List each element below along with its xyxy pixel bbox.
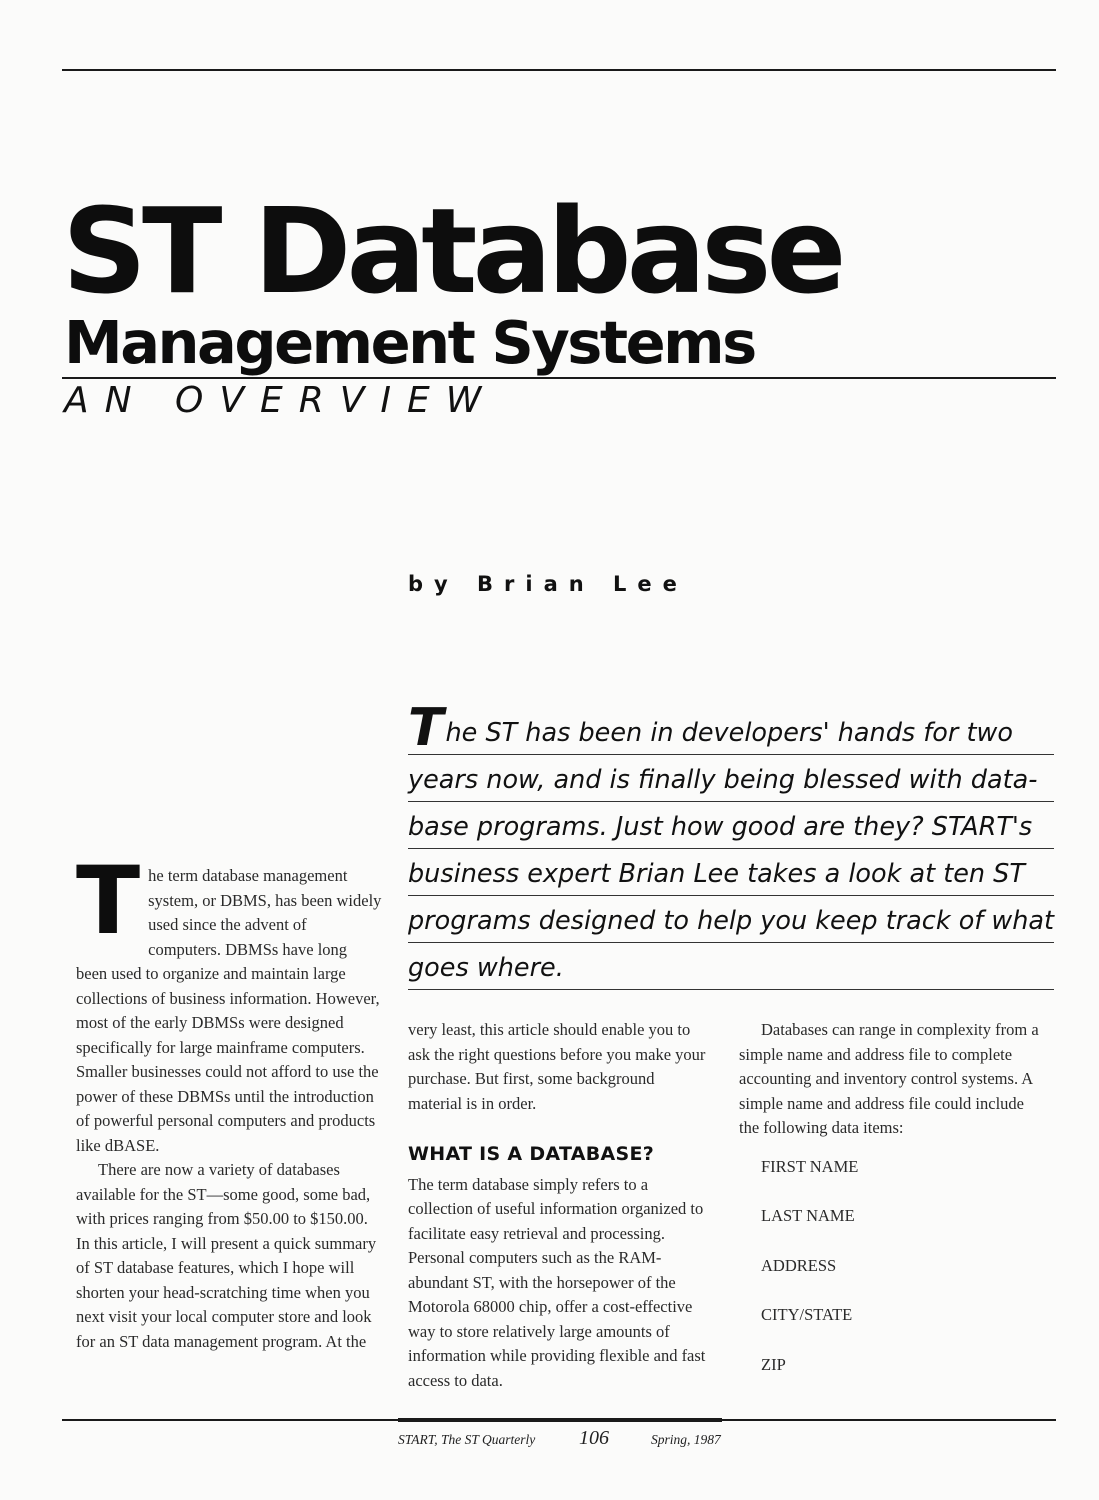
deck-line: programs designed to help you keep track of what — [408, 896, 1054, 943]
paragraph: very least, this article should enable you to ask the right questions before you make your purchase. But first, some background material is in order. — [408, 1020, 706, 1113]
paragraph-intro — [76, 847, 382, 1158]
list-item: CITY/STATE — [761, 1305, 853, 1324]
list-item: FIRST NAME — [761, 1156, 859, 1176]
title-line-2: Management Systems — [64, 308, 755, 377]
title-rule — [62, 377, 1056, 379]
deck-line: goes where. — [408, 943, 1054, 990]
page-number: 106 — [579, 1427, 609, 1449]
byline: by Brian Lee — [408, 572, 688, 596]
footer-publication: START, The ST Quarterly — [398, 1432, 536, 1447]
list-item: ADDRESS — [761, 1255, 837, 1275]
deck — [408, 698, 1055, 990]
top-rule — [62, 69, 1056, 71]
data-items-list — [739, 1155, 1039, 1403]
list-item: LAST NAME — [761, 1206, 855, 1225]
list-item: ZIP — [761, 1354, 786, 1374]
deck-line-text: he ST has been in developers' hands for two — [445, 718, 1013, 748]
deck-line: base programs. Just how good are they? START's — [408, 802, 1054, 849]
paragraph-intro-text: he term database management system, or DBMS, has been widely used since the advent of computers. DBMSs have long been used to organize and maintain large collections of business information. However, most of the early DBMSs were designed specifically for large mainframe computers. Smaller businesses could not afford to use the power of these DBMSs until the introduction of powerful personal computers and products like dBASE. — [76, 866, 382, 1155]
paragraph: Databases can range in complexity from a simple name and address file to complete accounting and inventory control systems. A simple name and address file could include the following data items: — [739, 1020, 1039, 1137]
deck-line — [408, 698, 1054, 758]
column-2 — [408, 1018, 708, 1393]
title-line-1: ST Database — [62, 182, 842, 320]
paragraph: There are now a variety of databases available for the ST—some good, some bad, with prices ranging from $50.00 to $150.00. In this article, I will present a quick summary of ST database features, which I hope will shorten your head-scratching time when you next visit your local computer store and look for an ST data management program. At the — [76, 1160, 377, 1351]
deck-dropcap: T — [408, 698, 444, 758]
section-heading: WHAT IS A DATABASE? — [408, 1143, 655, 1165]
footer-issue: Spring, 1987 — [651, 1432, 721, 1447]
body-dropcap: T — [76, 847, 141, 956]
column-3 — [739, 1018, 1039, 1402]
footer-rule-accent — [398, 1418, 722, 1422]
deck-line: years now, and is finally being blessed with data- — [408, 755, 1054, 802]
paragraph: The term database simply refers to a collection of useful information organized to facilitate easy retrieval and processing. Personal computers such as the RAM-abundant ST, with the horsepower of the Motorola 68000 chip, offer a cost-effective way to store relatively large amounts of information while providing flexible and fast access to data. — [408, 1174, 706, 1390]
subtitle: AN OVERVIEW — [64, 380, 498, 421]
deck-line: business expert Brian Lee takes a look at ten ST — [408, 849, 1054, 896]
column-1 — [76, 847, 382, 1354]
